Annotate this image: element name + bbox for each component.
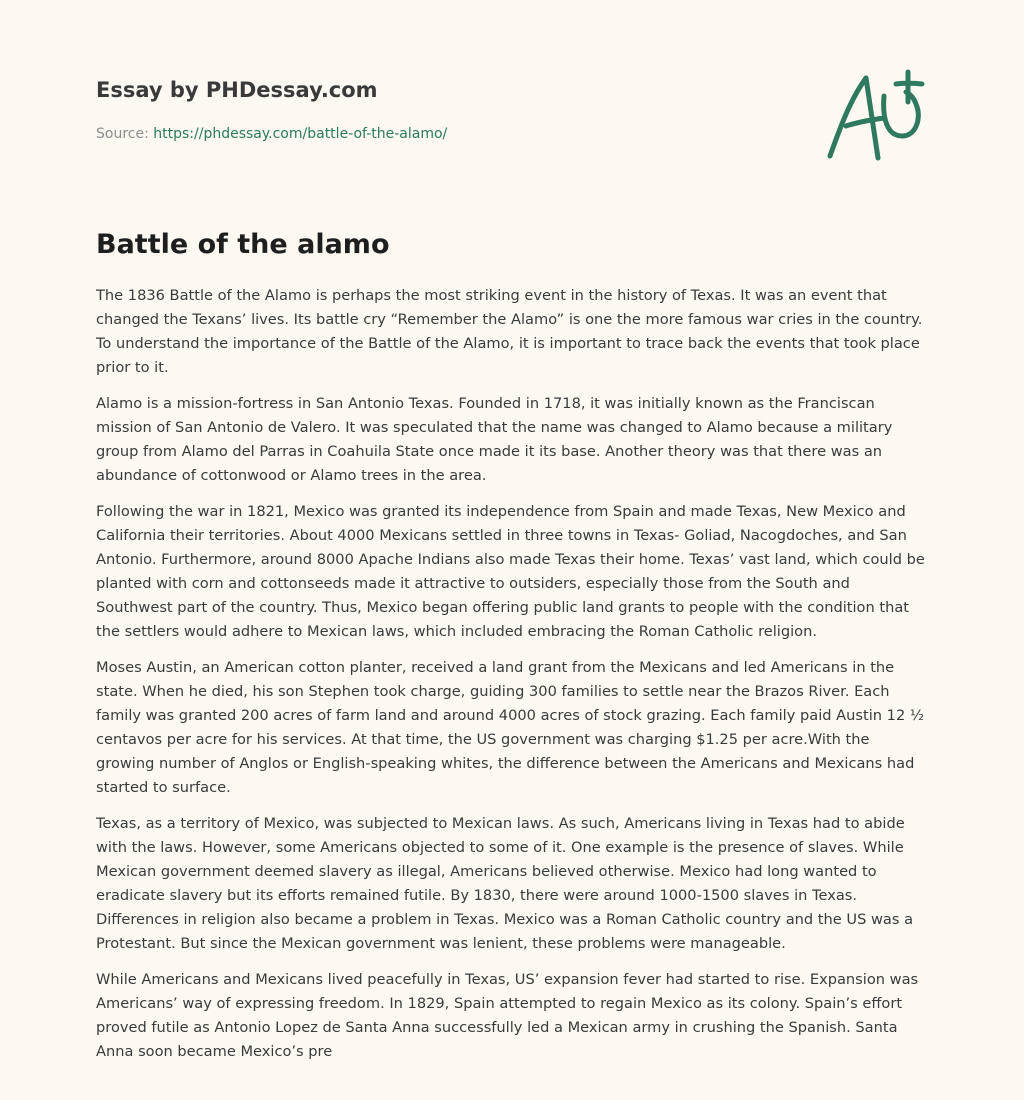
essay-paragraph: Alamo is a mission-fortress in San Antonio Texas. Founded in 1718, it was initially known as the Franciscan mission of San Antonio de Valero. It was speculated that the name was changed to Alamo because a military group from Alamo del Parras in Coahuila State once made it its base. Another theory was that there was an abundance of cottonwood or Alamo trees in the area. [96, 395, 893, 484]
source-label: Source: [96, 126, 154, 142]
essay-paragraph: Moses Austin, an American cotton planter, received a land grant from the Mexicans and led Americans in the state. When he died, his son Stephen took charge, guiding 300 families to settle near the Brazos River. Each family was granted 200 acres of farm land and around 4000 acres of stock grazing. Each family paid Austin 12 ½ centavos per acre for his services. At that time, the US government was charging $1.25 per acre.With the growing number of Anglos or English-speaking whites, the difference between the Americans and Mexicans had started to surface. [96, 659, 925, 796]
page-header [96, 76, 928, 144]
source-line [96, 124, 928, 144]
a-plus-logo-icon [818, 66, 930, 166]
site-brand: Essay by PHDessay.com [96, 78, 378, 102]
essay-paragraph: Texas, as a territory of Mexico, was subjected to Mexican laws. As such, Americans living in Texas had to abide with the laws. However, some Americans objected to some of it. One example is the presence of slaves. While Mexican government deemed slavery as illegal, Americans believed otherwise. Mexico had long wanted to eradicate slavery but its efforts remained futile. By 1830, there were around 1000-1500 slaves in Texas. Differences in religion also became a problem in Texas. Mexico was a Roman Catholic country and the US was a Protestant. But since the Mexican government was lenient, these problems were manageable. [96, 815, 914, 952]
essay-paragraph: The 1836 Battle of the Alamo is perhaps the most striking event in the history of Texas. It was an event that changed the Texans’ lives. Its battle cry “Remember the Alamo” is one the more famous war cries in the country. To understand the importance of the Battle of the Alamo, it is important to trace back the events that took place prior to it. [96, 287, 923, 376]
essay-title: Battle of the alamo [96, 229, 390, 260]
essay-paragraph: While Americans and Mexicans lived peacefully in Texas, US’ expansion fever had started to rise. Expansion was Americans’ way of expressing freedom. In 1829, Spain attempted to regain Mexico as its colony. Spain’s effort proved futile as Antonio Lopez de Santa Anna successfully led a Mexican army in crushing the Spanish. Santa Anna soon became Mexico’s pre [96, 971, 919, 1060]
essay-body [96, 284, 928, 1090]
essay-paragraph: Following the war in 1821, Mexico was granted its independence from Spain and made Texas, New Mexico and California their territories. About 4000 Mexicans settled in three towns in Texas- Goliad, Nacogdoches, and San Antonio. Furthermore, around 8000 Apache Indians also made Texas their home. Texas’ vast land, which could be planted with corn and cottonseeds made it attractive to outsiders, especially those from the South and Southwest part of the country. Thus, Mexico began offering public land grants to people with the condition that the settlers would adhere to Mexican laws, which included embracing the Roman Catholic religion. [96, 503, 925, 640]
source-link[interactable]: https://phdessay.com/battle-of-the-alamo/ [153, 126, 448, 142]
